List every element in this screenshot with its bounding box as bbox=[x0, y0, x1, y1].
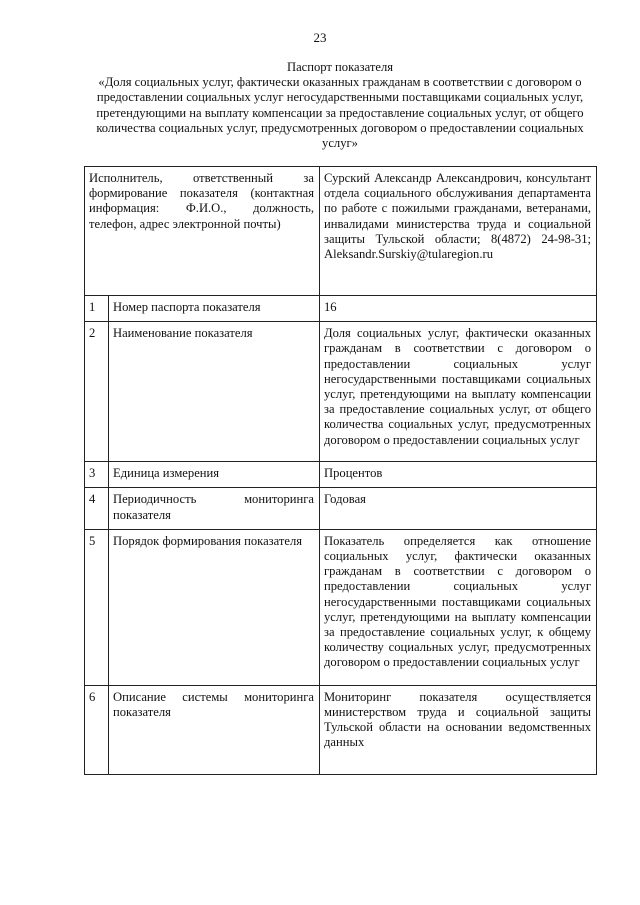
row-name: Номер паспорта показателя bbox=[109, 296, 320, 322]
row-value: Доля социальных услуг, фактически оказанных гражданам в соответствии с договором о предоставлении социальных услуг негосударственными поставщиками социальных услуг, претендующими на выплату компенсации за предоставление социальных услуг, от общего количества социальных услуг, предусмотренных договором о предоставлении социальных услуг bbox=[320, 322, 597, 462]
row-value: Годовая bbox=[320, 488, 597, 529]
executor-label: Исполнитель, ответственный за формирование показателя (контактная информация: Ф.И.О., должность, телефон, адрес электронной почты) bbox=[85, 167, 320, 296]
indicator-passport-table bbox=[84, 166, 597, 775]
row-number: 3 bbox=[85, 462, 109, 488]
title-subject: «Доля социальных услуг, фактически оказанных гражданам в соответствии с договором о предоставлении социальных услуг негосударственными поставщиками социальных услуг, претендующими на выплату компенсации за предоставление социальных услуг, от общего количества социальных услуг, предусмотренных договором о предоставлении социальных услуг» bbox=[96, 75, 584, 151]
table-row-executor bbox=[85, 167, 597, 296]
page-number: 23 bbox=[313, 30, 327, 45]
table-row bbox=[85, 296, 597, 322]
row-number: 4 bbox=[85, 488, 109, 529]
row-value: 16 bbox=[320, 296, 597, 322]
row-value: Мониторинг показателя осуществляется министерством труда и социальной защиты Тульской области на основании ведомственных данных bbox=[320, 685, 597, 774]
row-value: Показатель определяется как отношение социальных услуг, фактически оказанных гражданам в соответствии с договором о предоставлении социальных услуг негосударственными поставщиками социальных услуг, претендующими на выплату компенсации за предоставление социальных услуг, к общему количеству социальных услуг, предусмотренных договором о предоставлении социальных услуг bbox=[320, 529, 597, 685]
title-heading: Паспорт показателя bbox=[286, 60, 394, 74]
row-value: Процентов bbox=[320, 462, 597, 488]
table-row bbox=[85, 322, 597, 462]
table-row bbox=[85, 529, 597, 685]
row-name: Наименование показателя bbox=[109, 322, 320, 462]
table-row bbox=[85, 488, 597, 529]
row-name: Описание системы мониторинга показателя bbox=[109, 685, 320, 774]
document-title bbox=[84, 60, 596, 151]
row-name: Единица измерения bbox=[109, 462, 320, 488]
row-number: 5 bbox=[85, 529, 109, 685]
table-row bbox=[85, 685, 597, 774]
row-number: 2 bbox=[85, 322, 109, 462]
row-name: Порядок формирования показателя bbox=[109, 529, 320, 685]
table-row bbox=[85, 462, 597, 488]
row-number: 1 bbox=[85, 296, 109, 322]
row-number: 6 bbox=[85, 685, 109, 774]
row-name: Периодичность мониторинга показателя bbox=[109, 488, 320, 529]
executor-value: Сурский Александр Александрович, консультант отдела социального обслуживания департамента по работе с пожилыми гражданами, ветеранами, инвалидами министерства труда и социальной защиты Тульской области; 8(4872) 24-98-31; Aleksandr.Surskiy@tularegion.ru bbox=[320, 167, 597, 296]
